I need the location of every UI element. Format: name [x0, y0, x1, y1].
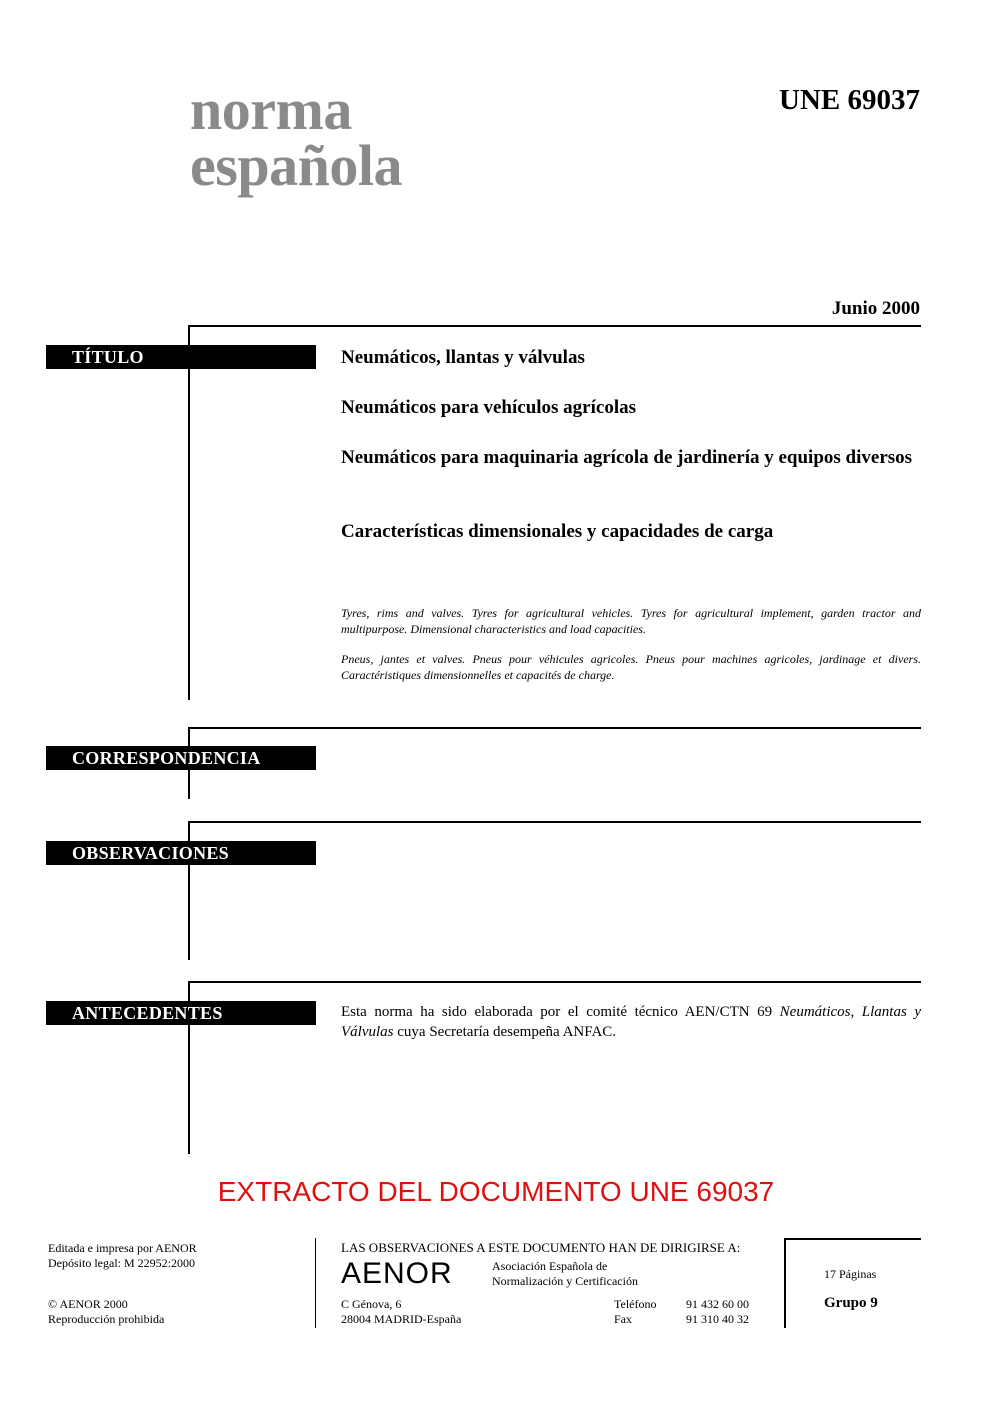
- title-line: Neumáticos para vehículos agrícolas: [341, 397, 637, 418]
- footer-publisher: [48, 1241, 197, 1271]
- publication-date: Junio 2000: [831, 298, 920, 319]
- antecedentes-top-rule: [188, 981, 921, 983]
- footer-box-vertical-rule: [784, 1238, 786, 1328]
- title-translation-en: Tyres, rims and valves. Tyres for agricultural vehicles. Tyres for agricultural implement, garden tractor and multipurpose. Dimensional characteristics and load capacities.: [341, 606, 921, 636]
- association-line-2: Normalización y Certificación: [492, 1274, 638, 1288]
- legal-deposit: Depósito legal: M 22952:2000: [48, 1256, 195, 1270]
- antecedentes-committee-name: Neumáticos, Llantas y Válvulas: [341, 1004, 922, 1040]
- standard-code: UNE 69037: [779, 84, 920, 116]
- title-line: Neumáticos para maquinaria agrícola de jardinería y equipos diversos: [341, 447, 913, 468]
- extract-notice: EXTRACTO DEL DOCUMENTO UNE 69037: [217, 1176, 775, 1207]
- reproduction-notice: Reproducción prohibida: [48, 1312, 165, 1326]
- contact-labels: [614, 1297, 656, 1327]
- titulo-vertical-rule: [188, 325, 190, 700]
- title-line: Características dimensionales y capacidades de carga: [341, 521, 774, 542]
- brand-title: [190, 77, 402, 198]
- observaciones-label: OBSERVACIONES: [46, 841, 316, 865]
- aenor-association: [492, 1259, 638, 1289]
- brand-line-1: norma: [190, 77, 352, 142]
- correspondencia-label: CORRESPONDENCIA: [46, 746, 316, 770]
- brand-line-2: española: [190, 133, 402, 198]
- antecedentes-text-start: Esta norma ha sido elaborada por el comité técnico AEN/CTN 69: [341, 1004, 780, 1020]
- fax-number: 91 310 40 32: [686, 1312, 749, 1326]
- footer-box-top-rule: [784, 1238, 921, 1240]
- address-street: C Génova, 6: [341, 1297, 402, 1311]
- association-line-1: Asociación Española de: [492, 1259, 608, 1273]
- fax-label: Fax: [614, 1312, 632, 1326]
- edited-by: Editada e impresa por AENOR: [48, 1241, 197, 1255]
- contact-values: [686, 1297, 749, 1327]
- footer-copyright: [48, 1297, 164, 1327]
- aenor-logo: AENOR: [341, 1257, 453, 1290]
- titulo-top-rule: [188, 325, 921, 327]
- phone-number: 91 432 60 00: [686, 1297, 749, 1311]
- aenor-address: [341, 1297, 461, 1327]
- antecedentes-text-end: cuya Secretaría desempeña ANFAC.: [393, 1024, 617, 1040]
- observaciones-top-rule: [188, 821, 921, 823]
- title-translation-fr: Pneus, jantes et valves. Pneus pour véhicules agricoles. Pneus pour machines agricoles, jardinage et divers. Caractéristiques dimensionnelles et capacités de charge.: [341, 652, 921, 682]
- observations-heading: LAS OBSERVACIONES A ESTE DOCUMENTO HAN DE DIRIGIRSE A:: [341, 1240, 741, 1255]
- antecedentes-text: [341, 1002, 921, 1042]
- footer-divider-left: [315, 1238, 316, 1328]
- correspondencia-top-rule: [188, 727, 921, 729]
- price-group: Grupo 9: [824, 1295, 878, 1311]
- copyright: © AENOR 2000: [48, 1297, 128, 1311]
- address-city: 28004 MADRID-España: [341, 1312, 462, 1326]
- phone-label: Teléfono: [614, 1297, 657, 1311]
- antecedentes-label: ANTECEDENTES: [46, 1001, 316, 1025]
- page-count: 17 Páginas: [824, 1267, 877, 1281]
- title-line: Neumáticos, llantas y válvulas: [341, 347, 585, 368]
- titulo-label: TÍTULO: [46, 345, 316, 369]
